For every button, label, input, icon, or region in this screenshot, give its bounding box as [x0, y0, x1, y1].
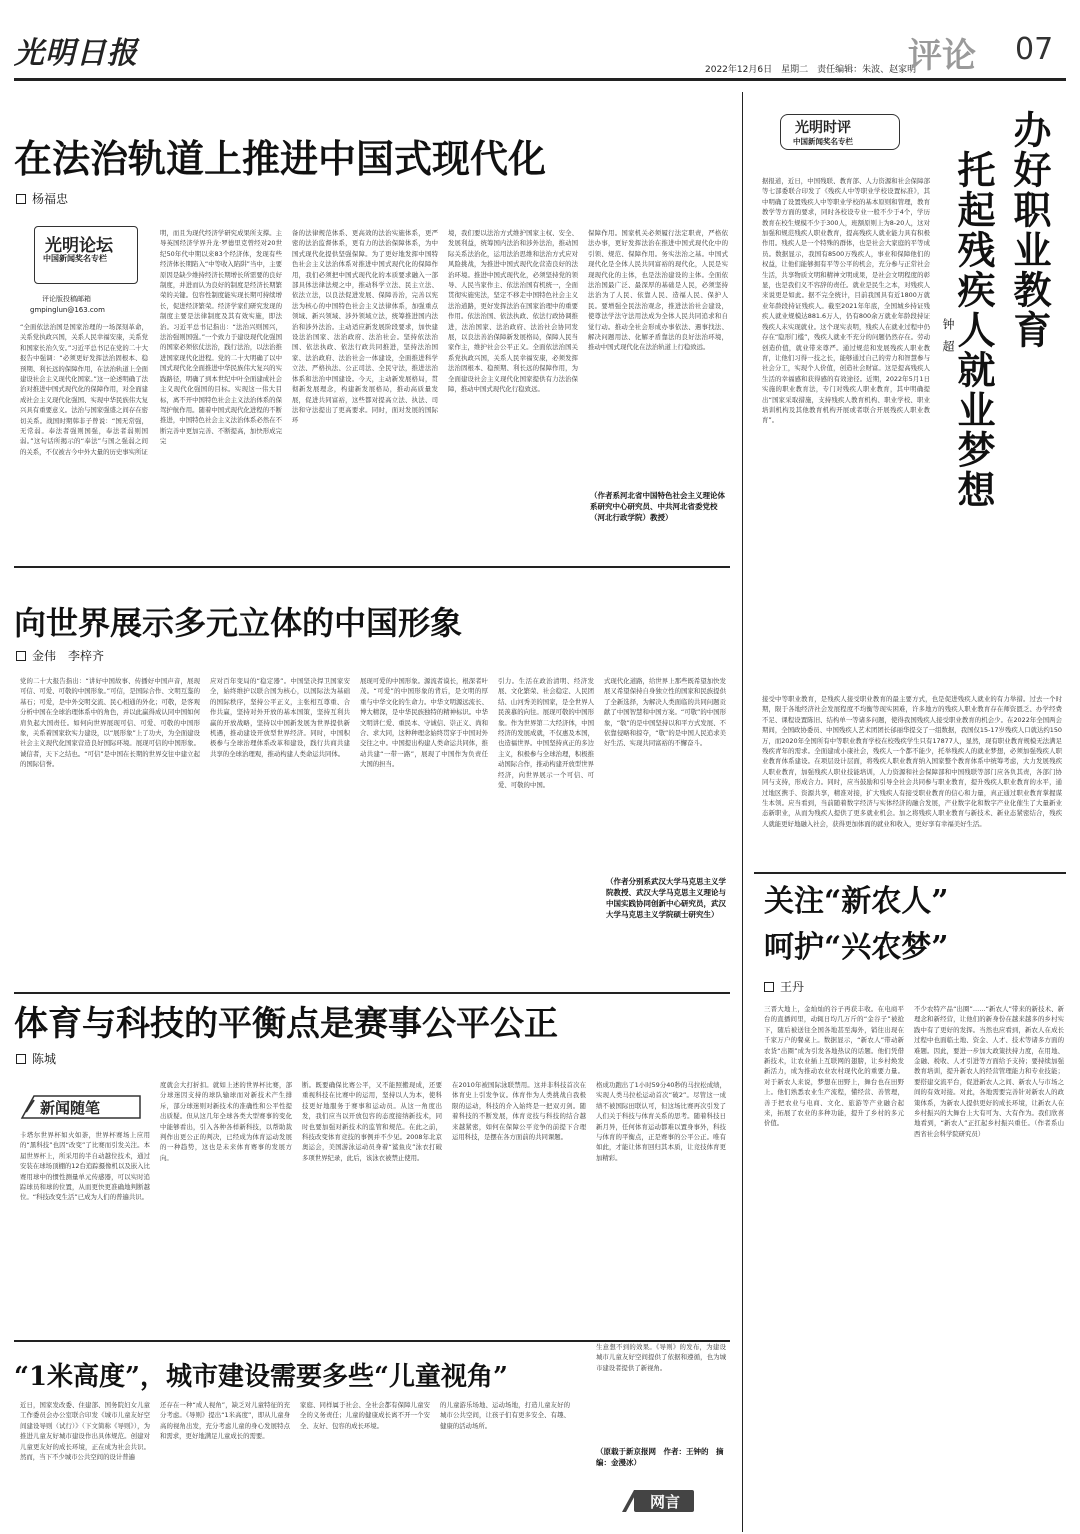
- article3-col-3: 断。既要确保比赛公平，又不能照搬现成，还要重视科技在比赛中的运用，坚持以人为本，使科技更好地服务于赛事和运动员。从这一角度出发，我们应当以开放包容的态度接纳新技术，同时也要加强对新技术的监管和规范。在此之前，科技改变体育竞技的事例并不少见。2008年北京奥运会，美国游泳运动员身着“鲨鱼皮”泳衣打破多项世界纪录，此后，该泳衣被禁止使用。: [302, 1081, 442, 1162]
- article1-col-5: 保障作用。国家机关必须履行法定职责，严格依法办事，更好发挥法治在推进中国式现代化中的引领、规范、保障作用。务实法治之基。中国式现代化是全体人民共同富裕的现代化，人民是实现现代化的主体，也是法治建设的主体。全面依法治国最广泛、最深厚的基础是人民，必须坚持法治为了人民、依靠人民、造福人民、保护人民。要增强全民法治观念，推进法治社会建设，使尊法学法守法用法成为全体人民共同追求和自觉行动。推动全社会形成办事依法、遇事找法、解决问题用法、化解矛盾靠法的良好法治环境，推动中国式现代化在法治轨道上行稳致远。: [588, 229, 728, 352]
- sidebar1-column-badge: [780, 114, 900, 150]
- sidebar2-author: 王丹: [780, 980, 805, 994]
- badge-subtitle: 中国新闻奖名专栏: [793, 137, 853, 146]
- newspaper-logo: 光明日报: [14, 36, 138, 71]
- article1-col-4: 境，我们要以法治方式维护国家主权、安全、发展利益，统筹国内法治和涉外法治，推动国际关系法治化，运用法治思维和法治方式应对风险挑战，为推进中国式现代化营造良好的法治环境。推进中国式现代化，必须坚持党的领导、人民当家作主、依法治国有机统一，全面贯彻实施宪法，坚定不移走中国特色社会主义法治道路，更好发挥法治在国家治理中的重要作用。依法治国、依法执政、依法行政协调推进，法治国家、法治政府、法治社会协同发展，以良法善治保障新发展格局，保障人民当家作主，维护社会公平正义。全面依法治国关系党执政兴国，关系人民幸福安康，必须发挥法治固根本、稳预期、利长远的保障作用，为全面建设社会主义现代化国家提供有力法治保障，推动中国式现代化行稳致远。: [448, 229, 578, 394]
- article4-source-credit: （原载于新京报网 作者：王钟的 摘编：金漫冰）: [596, 1447, 724, 1467]
- article1-column-badge: [34, 226, 138, 284]
- article2-col-3: 展现可爱的中国形象。源流者谟长，根深者叶茂。“可爱”的中国形象的背后，是文明的厚重与中华文化的生命力。中华文明源远流长、博大精深，是中华民族独特的精神标识。中华文明讲仁爱、重民本、守诚信、崇正义、尚和合、求大同，这种种理念始终贯穿于中国对外交往之中。中国提出构建人类命运共同体，推动共建“一带一路”，展现了中国作为负责任大国的担当。: [360, 677, 488, 769]
- article1-col-3: 备的法律规范体系、更高效的法治实施体系，更严密的法治监督体系，更有力的法治保障体系，为中国式现代化提供坚强保障。为了更好地发挥中国特色社会主义法治体系对推进中国式现代化的保障作用，我们必须把中国式现代化的本质要求融入一部部具体法律法规之中，推动科学立法、民主立法、依法立法，以良法促进发展、保障善治，完善以宪法为核心的中国特色社会主义法律体系，加强重点领域、新兴领域、涉外领域立法，统筹推进国内法治和涉外法治。主动适应新发展阶段要求，加快建设法治国家、法治政府、法治社会。坚持依法治国、依法执政、依法行政共同推进，坚持法治国家、法治政府、法治社会一体建设，全面推进科学立法、严格执法、公正司法、全民守法，推进法治体系和法治中国建设。今天，主动新发展格局，贯彻新发展理念，构建新发展格局，推动高质量发展，促进共同富裕，这些都对提高立法、执法、司法和守法提出了更高要求。同时，面对发展的国际环: [292, 229, 438, 425]
- sidebar2-col-1: 三晋大地上，金灿灿的谷子再获丰收。在电商平台的直播间里，动辄日均几万斤的“金谷子”被抢下，随后被送往全国各地甚至海外，销往出现在千家万户的餐桌上。数据显示，“新农人”带动新农货“出圈”成为引发各地热议的话题。他们凭借新技术，让农业插上互联网的翅膀，让乡村焕发新活力，成为推动农业农村现代化的重要力量。对于新农人来说，梦想在田野上，舞台也在田野上。他们熟悉农业生产流程，懂经营、善管理，善于把农业与电商、文化、旅游等产业融合起来，拓展了农业的多种功能，提升了乡村的多元价值。: [764, 1005, 904, 1128]
- article3-col-5: 格成功跑出了1小时59分40秒的马拉松成绩，实现人类马拉松运动首次“破2”。尽管这一成绩不被国际田联认可，但这场比赛再次引发了人们关于科技与体育关系的思考。随着科技日新月异，任何体育运动都难以置身事外，科技与体育的平衡点，正是赛事的公平公正。唯有如此，才能让体育回归其本质，让竞技体育更加精彩。: [596, 1081, 726, 1162]
- byline-box-icon: [16, 1054, 26, 1064]
- article4-col-4: 的儿童游乐场地、运动场地，打造儿童友好的城市公共空间，让孩子们有更多安全、有趣、健康的活动场所。: [440, 1401, 570, 1430]
- news-essay-badge: [20, 1094, 144, 1120]
- article4-headline: “1米高度”，城市建设需要多些“儿童视角”: [14, 1362, 508, 1392]
- sidebar2-byline: [764, 978, 804, 995]
- badge-subtitle: 中国新闻奖名专栏: [43, 254, 107, 263]
- divider: [14, 566, 730, 568]
- article4-col-2: 还存在一种“成人视角”，缺乏对儿童特征的充分考虑。《导则》提出“1米高度”，即从儿童身高的视角出发，充分考虑儿童的身心发展特点和需求，更好地满足儿童成长的需要。: [160, 1401, 290, 1441]
- divider: [754, 872, 1066, 874]
- article2-byline: [16, 647, 104, 664]
- article1-author: 杨福忠: [32, 192, 69, 206]
- article2-headline: 向世界展示多元立体的中国形象: [14, 604, 463, 642]
- article2-col-1: 党的二十大报告指出：“讲好中国故事、传播好中国声音，展现可信、可爱、可敬的中国形象。”可信，是国际合作、文明互鉴的基石；可爱，是中外交明交流、民心相通的外化；可敬，是客观分析中国在全球治理体系中的角色，并以此赢得成认同中国如何肩负起大国责任。如何向世界展现可信、可爱、可敬的中国形象，关系着国家软实力建设，以“展形象”上了功夫，为全面建设社会主义现代化国家营造良好国际环境。展现可信的中国形象。诚信者，天下之结也。“可信”是中国在长期的世界交往中建立起的国际信誉。: [20, 677, 200, 769]
- byline-box-icon: [764, 982, 774, 992]
- sidebar1-headline-b: 办好职业教育: [1007, 110, 1052, 350]
- article2-col-2: 应对百年变局的“稳定器”。中国坚决捍卫国家安全，始终维护以联合国为核心，以国际法为基础的国际秩序，坚持公平正义，主张相互尊重、合作共赢，坚持对外开放的基本国策，坚持互利共赢的开放战略，坚持以中国新发展为世界提供新机遇，推动建设开放型世界经济。同时，中国积极参与全球治理体系改革和建设，践行共商共建共享的全球治理观，推动构建人类命运共同体。: [210, 677, 350, 758]
- net-voice-badge: [620, 1486, 696, 1514]
- article1-col-1: “全面依法治国是国家治理的一场深刻革命，关系党执政兴国，关系人民幸福安康，关系党和国家长治久安。”习近平总书记在党的二十大报告中强调：“必须更好发挥法治固根本、稳预期、利长远的保障作用，在法治轨道上全面建设社会主义现代化国家。”这一论述明确了法治对推进中国式现代化的保障作用，对全面建成社会主义现代化强国、实现中华民族伟大复兴具有重要意义。法治与国家强盛之间存在密切关系。战国时期韩非子曾说：“国无常强，无常弱。奉法者强则国强，奉法者弱则国弱。”这句话所揭示的“奉法”与国之强弱之间的关系，不仅被古今中外大量的历史事实所证: [20, 323, 148, 456]
- article3-headline: 体育与科技的平衡点是赛事公平公正: [14, 1004, 558, 1044]
- sidebar1-col-2: 接受中等职业教育，是残疾人接受职业教育的最主要方式，也是促进残疾人就业的有力举措。过去一个时期，限于各地经济社会发展程度不均衡等现实困难，许多地方的残疾人职业教育存在师资匮乏、办学经费不足、课程设置陈旧、结构单一等诸多问题，使得我国残疾人接受职业教育的机会少。在2022年全国两会期间，全国政协委员、中国残疾人艺术团团长邰丽华提交了一组数据，我国仅15-17岁残疾人口就达约150万，而2020年全国所有中等职业教育学校在校残疾学生只有17877人，显然，现有职业教育规模无法满足残疾青年的需求。全面建成小康社会，残疾人一个都不能少，托举残疾人的就业梦想，必须加强残疾人职业教育体系建设。在项层设计层面，将残疾人职业教育纳入国家整个教育体系中统筹考虑，大力发展残疾人职业教育，加强残疾人职业技能培训，人力资源和社会保障部和中国残联等部门应各负其责，各部门协同与支持，形成合力。同时，应当鼓励和引导全社会共同参与职业教育，提升残疾人职业教育的水平，通过地区携手、资源共享，精准对接，扩大残疾人有接受职业教育的信心和力量，真正通过职业教育掌握谋生本领。应当看到，当前随着数字经济与实体经济的融合发展，产业数字化和数字产业化催生了大量新业态新职业，从而为残疾人提供了更多就业机会。加之将残疾人职业教育与新技术、新业态紧密结合，残疾人就能更好地融入社会，获得更加体面的就业和收入，更好享有幸福美好生活。: [762, 695, 1062, 828]
- section-name: 评论: [908, 36, 976, 76]
- sidebar2-col-2: 不少农特产品“出圈”……“新农人”带来的新技术、新理念和新经营，让他们的新身份在越来越多的乡村实践中有了更好的发挥。当然也应看到，新农人在成长过程中也面临土地、资金、人才、技术等诸多方面的难题。因此，要进一步加大政策扶持力度，在用地、金融、税收、人才引进等方面给予支持；要持续加强教育培训，提升新农人的经营管理能力和专业技能；要搭建交流平台，促进新农人之间、新农人与市场之间的有效对接。对此，各地需要完善针对新农人的政策体系，为新农人提供更好的成长环境，让新农人在乡村振兴的大舞台上大有可为、大有作为。我们欣喜地看到，“新农人”正扛起乡村振兴重任。（作者系山西省社会科学院研究员）: [914, 1005, 1064, 1138]
- article1-author-credit: （作者系河北省中国特色社会主义理论体系研究中心研究员、中共河北省委党校（河北行政学院）教授）: [590, 491, 725, 522]
- email-address: gmpinglun@163.com: [30, 306, 105, 314]
- article3-col-1: 卡塔尔世界杯如火如荼，世界杯赛场上应用的“黑科技”也因“改变”了比赛而引发关注。本届世界杯上，所采用的半自动越位技术，通过安装在球场顶棚的12台追踪摄像机以及嵌入比赛用球中的惯性测量单元传感器，可以实时追踪球员和球的位置，从而更快更准确地判断越位。“科技改变生活”已成为人们的普遍共识。: [20, 1131, 150, 1202]
- page-number: 07: [1015, 32, 1054, 67]
- article2-author: 金伟 李梓齐: [32, 649, 105, 663]
- article1-byline: [16, 190, 68, 207]
- byline-box-icon: [16, 651, 26, 661]
- sidebar2-headline-line2: 呵护“兴农梦”: [764, 930, 949, 965]
- badge-title: 网言: [650, 1493, 681, 1511]
- badge-title: 新闻随笔: [40, 1099, 101, 1117]
- article2-author-credit: （作者分别系武汉大学马克思主义学院教授、武汉大学马克思主义理论与中国实践协同创新中心研究员，武汉大学马克思主义学院硕士研究生）: [606, 877, 726, 919]
- article3-col-2: 度就会大打折扣。就如上述的世界杯比赛，部分球迷因支持的球队输球而对新技术产生排斥，部分球迷则对新技术的准确性和公平性提出质疑。但从这几年全球各类大型赛事的变化中能够看出，引入各种各样新科技，以帮助裁判作出更公正的判决，已经成为体育运动发展的一种趋势，这也是未来体育赛事的发展方向。: [160, 1081, 292, 1162]
- article2-col-5: 式现代化道路，给世界上那些既希望加快发展又希望保持自身独立性的国家和民族提供了全新选择，为解决人类面临的共同问题贡献了中国智慧和中国方案。“可敬”的中国形象，“敬”的是中国坚持以和平方式发展、不依靠侵略和掠夺，“敬”的是中国人民追求美好生活、实现共同富裕的不懈奋斗。: [604, 677, 726, 748]
- article1-headline: 在法治轨道上推进中国式现代化: [14, 136, 547, 181]
- divider: [14, 992, 730, 994]
- article4-col-3: 家庭、同样属于社会、全社会都有保障儿童安全的义务责任；儿童的健康成长离不开一个安全、友好、包容的成长环境。: [300, 1401, 430, 1430]
- article3-author: 陈城: [32, 1052, 57, 1066]
- badge-title: 光明论坛: [45, 236, 113, 256]
- sidebar1-headline-a: 托起残疾人就业梦想: [951, 150, 996, 510]
- issue-date-editors: 2022年12月6日 星期二 责任编辑：朱波、赵家明: [705, 65, 917, 75]
- article3-col-4: 在2010年被国际泳联禁用。这并非科技首次在体育史上引发争议。体育作为人类挑战自我极限的运动，科技的介入始终是一把双刃剑。随着科技的不断发展，体育竞技与科技的结合越来越紧密，如何在保障公平竞争的前提下合理运用科技，是摆在各方面前的共同课题。: [452, 1081, 586, 1142]
- article4-col-1: 近日，国家发改委、住建部、国务院妇女儿童工作委员会办公室联合印发《城市儿童友好空间建设导则（试行）》（下文简称《导则》），为推进儿童友好城市建设作出具体规范。创建对儿童更友好的成长环境，正在成为社会共识。然而，当下不少城市公共空间的设计普遍: [20, 1401, 150, 1462]
- masthead-rule: [14, 78, 1066, 81]
- email-label: 评论版投稿邮箱: [42, 295, 91, 303]
- sidebar1-col-1: 据报道，近日，中国残联、教育部、人力资源和社会保障部等七部委联合印发了《残疾人中等职业学校设置标准》，其中明确了设置残疾人中等职业学校的基本原则和管理，教育教学等方面的要求，同时各校设专业一般不少于4个，学历教育在校生规模不少于300人，班额原则上为8-20人，这对加强和规范残疾人职业教育，提高残疾人就业能力具有积极作用。残疾人是一个特殊的群体，也是社会大家庭的平等成员。数据显示，我国有8500万残疾人，事业和保障他们的权益，让他们能够拥有平等公平的机会，充分参与正常社会生活，共享物质文明和精神文明成果，是社会文明程度的彰显，也是我们义不容辞的责任。就业是民生之本，对残疾人来说更是如此。据不完全统计，目前我国具有近1800万就业年龄段持证残疾人。截至2021年年底，全国城乡持证残疾人就业规模达881.6万人，仍有800余万就业年龄段持证残疾人未实现就业。这个现实表明，残疾人在就业过程中仍存在“隐形门槛”，残疾人就业不充分的问题仍然存在。劳动创造价值，就业带来尊严。通过规范和发展残疾人职业教育，让他们习得一技之长，能够通过自己的劳力和智慧参与社会分工，实现个人价值，创造社会财富。这是提高残疾人生活的幸福感和获得感的有效途径。近期，2022年5月1日实施的职业教育法，专门对残疾人职业教育，其中明确提出“国家采取措施，支持残疾人教育机构、职业学校、职业培训机构及其他教育机构开展或者联合开展残疾人职业教育”。: [762, 177, 930, 425]
- sidebar1-byline: 钟超: [941, 318, 955, 362]
- badge-title: 光明时评: [795, 120, 851, 136]
- byline-box-icon: [16, 194, 26, 204]
- article1-col-2: 明，而且为现代经济学研究成果所支撑。主导英国经济学界升龙·罗德里克曾经对20世纪50年代中期以来83个经济体，发现有些经济体长期陷入“中等收入陷阱”当中，主要原因是缺少维持经济长期增长所需要的良好制度，并进而认为良好的制度是经济长期繁荣的关键。包容性制度能实现长期可持续增长，促进经济繁荣。经济学家们研究发现的制度主要是法律制度及其有效实施，即法治。习近平总书记指出：“法治兴则国兴，法治强则国强。”一个致力于建设现代化强国的国家必须依仗法治，践行法治，以法治推进国家现代化进程。党的二十大明确了以中国式现代化全面推进中华民族伟大复兴的实践路径，明确了到本世纪中叶全面建成社会主义现代化强国的目标。实现这一伟大目标，离不开中国特色社会主义法治体系的保驾护航作用。随着中国式现代化进程的不断推进，中国特色社会主义法治体系必然在不断完善中更加完善、不断提高，加快形成完完: [160, 229, 282, 446]
- sidebar2-headline-line1: 关注“新农人”: [764, 884, 949, 919]
- article2-col-4: 引力。生活在政治清明、经济发展、文化繁荣、社会稳定、人民团结、山河秀美的国家，是全世界人民羡慕的向往。展现可敬的中国形象。作为世界第二大经济体，中国经济的发展成就，不仅惠及本国，也造福世界。中国坚持真正的多边主义，积极参与全球治理，积极推动国际合作，推动构建开放型世界经济，向世界展示一个可信、可爱、可敬的中国。: [498, 677, 594, 790]
- column-divider: [742, 92, 743, 1532]
- article4-col-5: 生意想不到的效果。《导则》的发布，为建设城市儿童友好空间提供了依据和遵循，也为城市建设者提供了新视角。: [596, 1343, 726, 1372]
- article3-byline: [16, 1050, 56, 1067]
